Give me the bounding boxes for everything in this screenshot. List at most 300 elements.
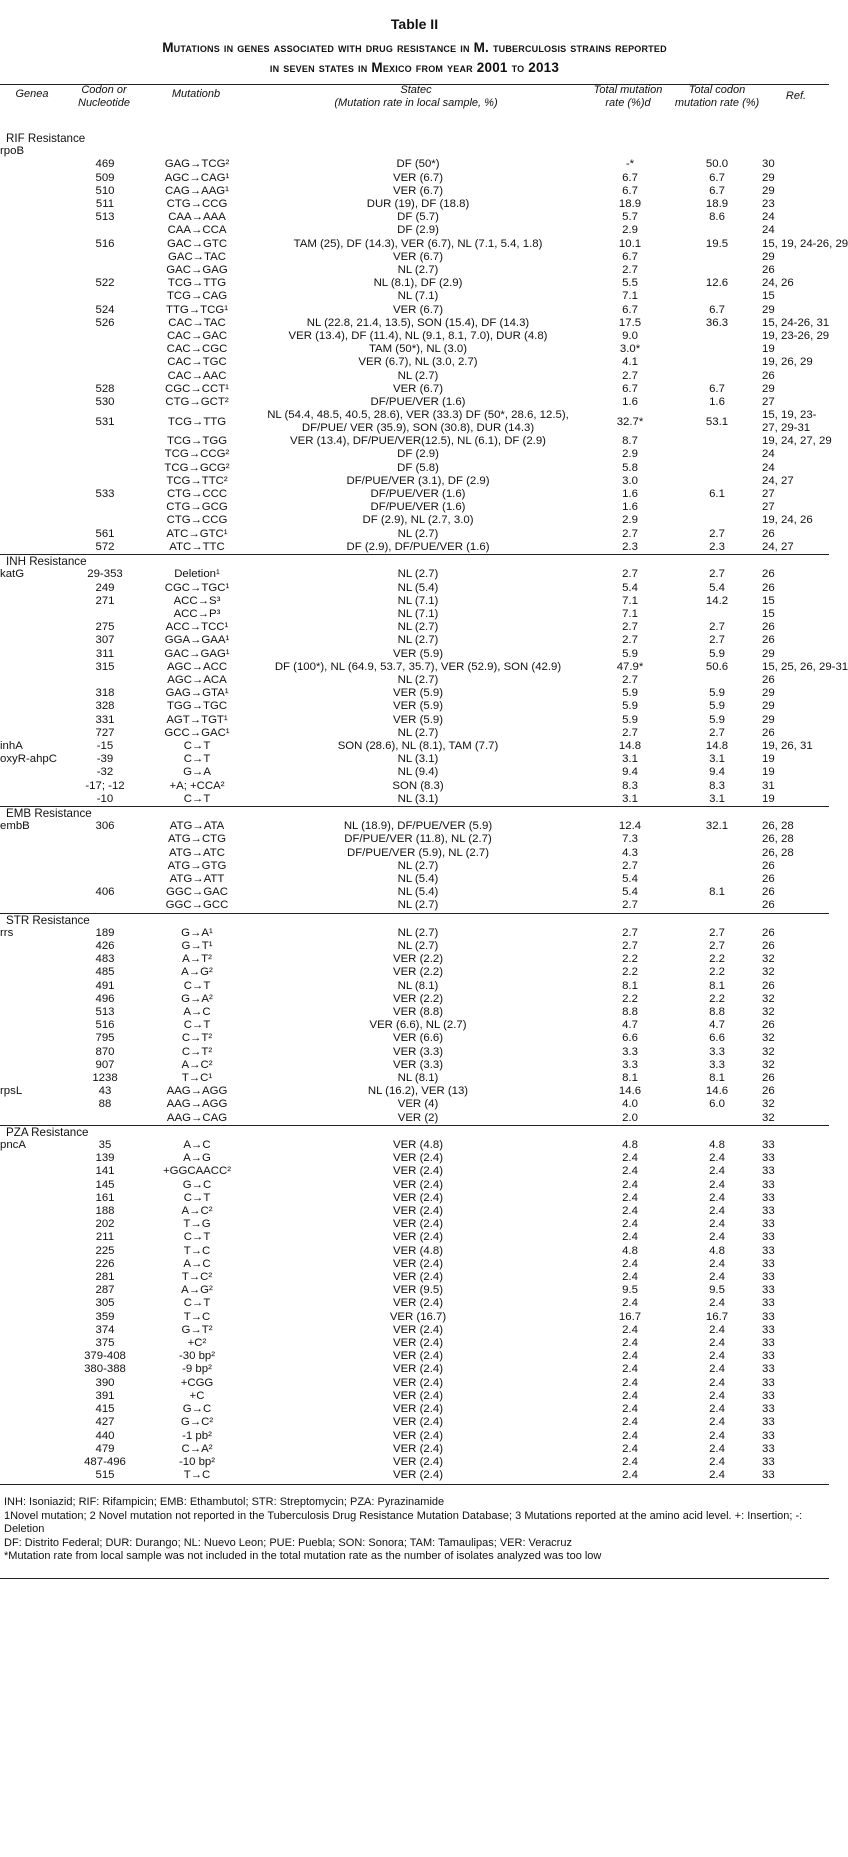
- table-row: [0, 648, 829, 661]
- mutation-cell: A→G: [183, 1152, 211, 1165]
- codon-rate-cell: [672, 873, 762, 886]
- gene-cell: [0, 1416, 64, 1429]
- mutation-cell: AGC→ACC: [166, 660, 228, 673]
- gene-cell: [0, 1205, 64, 1218]
- ref-cell: 26: [762, 979, 775, 992]
- codon-cell: 479: [95, 1442, 115, 1455]
- table-row: [0, 687, 829, 700]
- mutation-cell: +GGCAACC²: [162, 1165, 232, 1178]
- mutation-cell: ATG→ATA: [169, 820, 225, 833]
- total-rate-cell: 2.7: [622, 939, 638, 952]
- table-row: [0, 448, 829, 461]
- mutation-cell: GAC→TAC: [167, 250, 226, 263]
- section-header-row: [0, 913, 829, 927]
- gene-cell: [0, 766, 64, 779]
- codon-cell: [64, 330, 146, 343]
- table-row: [0, 1152, 829, 1165]
- ref-cell: 32: [762, 1032, 775, 1045]
- state-cell: NL (54.4, 48.5, 40.5, 28.6), VER (33.3) DF (50*, 28.6, 12.5), DF/PUE/ VER (35.9), SON (30.8), DUR (14.3): [267, 409, 569, 435]
- mutation-cell: C→T: [183, 739, 211, 752]
- header-codon-rate: Total codon mutation rate (%): [674, 84, 760, 109]
- codon-cell: 318: [95, 687, 115, 700]
- codon-cell: -17; -12: [85, 779, 125, 792]
- codon-rate-cell: 6.7: [709, 171, 725, 184]
- ref-cell: 24, 27: [762, 540, 794, 553]
- total-rate-cell: 2.7: [622, 369, 638, 382]
- mutation-cell: ACC→TCC¹: [165, 621, 229, 634]
- gene-cell: [0, 343, 64, 356]
- codon-rate-cell: [672, 1112, 762, 1126]
- codon-cell: 427: [95, 1416, 115, 1429]
- gene-cell: [0, 833, 64, 846]
- total-rate-cell: 47.9*: [616, 660, 644, 673]
- codon-cell: 375: [95, 1337, 115, 1350]
- state-cell: NL (2.7): [397, 859, 439, 872]
- table-row: [0, 980, 829, 993]
- state-cell: DF (100*), NL (64.9, 53.7, 35.7), VER (52.9), SON (42.9): [274, 660, 562, 673]
- ref-cell: 29: [762, 184, 775, 197]
- ref-cell: 33: [762, 1403, 775, 1416]
- ref-cell: 19: [762, 343, 775, 356]
- gene-cell: [0, 488, 64, 501]
- total-rate-cell: 2.4: [622, 1271, 638, 1284]
- mutation-cell: C→A²: [181, 1442, 213, 1455]
- state-cell: VER (2.4): [392, 1271, 443, 1284]
- gene-cell: [0, 687, 64, 700]
- mutation-cell: CAC→TGC: [167, 356, 227, 369]
- codon-rate-cell: 3.1: [709, 792, 725, 805]
- state-cell: [248, 145, 588, 158]
- state-cell: DF/PUE/VER (1.6): [370, 488, 466, 501]
- gene-cell: [0, 330, 64, 343]
- table-row: [0, 158, 829, 171]
- state-cell: NL (7.1): [397, 594, 439, 607]
- codon-cell: 281: [95, 1271, 115, 1284]
- codon-rate-cell: 16.7: [705, 1310, 729, 1323]
- state-cell: VER (2.4): [392, 1165, 443, 1178]
- codon-rate-cell: 2.7: [709, 527, 725, 540]
- mutation-cell: CTG→CCG: [166, 198, 228, 211]
- codon-rate-cell: 1.6: [709, 396, 725, 409]
- codon-cell: 374: [95, 1323, 115, 1336]
- codon-cell: 516: [95, 237, 115, 250]
- state-cell: VER (2.2): [392, 992, 443, 1005]
- codon-rate-cell: 5.9: [709, 647, 725, 660]
- codon-cell: 202: [95, 1218, 115, 1231]
- mutation-cell: AAG→AGG: [166, 1098, 228, 1111]
- ref-cell: [762, 145, 829, 158]
- codon-rate-cell: 8.3: [709, 779, 725, 792]
- codon-rate-cell: 2.4: [709, 1389, 725, 1402]
- total-rate-cell: 14.6: [618, 1085, 642, 1098]
- gene-cell: inhA: [0, 739, 23, 752]
- gene-cell: [0, 1324, 64, 1337]
- total-rate-cell: 2.4: [622, 1376, 638, 1389]
- ref-cell: 24: [762, 448, 775, 461]
- ref-cell: 33: [762, 1271, 775, 1284]
- table-row: [0, 304, 829, 317]
- gene-cell: [0, 780, 64, 793]
- mutation-cell: ACC→S³: [173, 594, 221, 607]
- codon-cell: 406: [95, 886, 115, 899]
- gene-cell: [0, 185, 64, 198]
- table-row: [0, 1218, 829, 1231]
- codon-rate-cell: [672, 833, 762, 846]
- codon-cell: 496: [95, 992, 115, 1005]
- state-cell: VER (6.7): [392, 303, 443, 316]
- ref-cell: 26: [762, 726, 775, 739]
- table-row: [0, 396, 829, 409]
- total-rate-cell: 2.7: [622, 621, 638, 634]
- ref-cell: 27: [762, 488, 775, 501]
- ref-cell: 26: [762, 872, 775, 885]
- state-cell: VER (2.4): [392, 1297, 443, 1310]
- gene-cell: [0, 172, 64, 185]
- ref-cell: 33: [762, 1416, 775, 1429]
- total-rate-cell: 7.1: [622, 607, 638, 620]
- codon-rate-cell: 2.2: [709, 992, 725, 1005]
- gene-cell: [0, 674, 64, 687]
- codon-cell: 189: [95, 926, 115, 939]
- state-cell: VER (2.4): [392, 1442, 443, 1455]
- codon-cell: 487-496: [84, 1455, 126, 1468]
- ref-cell: 26: [762, 369, 775, 382]
- ref-cell: 32: [762, 992, 775, 1005]
- codon-cell: [64, 343, 146, 356]
- mutation-cell: CAA→AAA: [168, 211, 226, 224]
- table-row: [0, 740, 829, 753]
- gene-cell: [0, 727, 64, 740]
- ref-cell: 33: [762, 1363, 775, 1376]
- state-cell: SON (28.6), NL (8.1), TAM (7.7): [337, 739, 499, 752]
- codon-cell: 311: [95, 647, 115, 660]
- gene-cell: [0, 277, 64, 290]
- state-cell: NL (5.4): [397, 886, 439, 899]
- codon-cell: 271: [95, 594, 115, 607]
- mutation-cell: [146, 145, 248, 158]
- section-header-row: [0, 1125, 829, 1139]
- codon-cell: 485: [95, 966, 115, 979]
- total-rate-cell: 5.4: [622, 886, 638, 899]
- codon-rate-cell: 6.7: [709, 382, 725, 395]
- state-cell: VER (2.4): [392, 1469, 443, 1482]
- codon-cell: 524: [95, 303, 115, 316]
- state-cell: VER (2.4): [392, 1191, 443, 1204]
- mutation-cell: TTG→TCG¹: [165, 303, 228, 316]
- state-cell: VER (8.8): [392, 1006, 443, 1018]
- codon-rate-cell: 6.1: [709, 488, 725, 501]
- mutation-cell: +C: [189, 1389, 205, 1402]
- mutation-cell: +A; +CCA²: [169, 779, 225, 792]
- gene-cell: rrs: [0, 926, 14, 939]
- ref-cell: 24: [762, 461, 775, 474]
- mutation-cell: TCG→CAG: [166, 290, 228, 303]
- mutation-cell: T→C: [183, 1244, 211, 1257]
- table-row: [0, 198, 829, 211]
- ref-cell: 33: [762, 1284, 775, 1297]
- codon-rate-cell: 2.4: [709, 1165, 725, 1178]
- mutation-cell: TCG→TTC²: [166, 474, 228, 487]
- codon-cell: [64, 1112, 146, 1126]
- ref-cell: 19: [762, 753, 775, 766]
- ref-cell: 26, 28: [762, 846, 794, 859]
- mutation-cell: CGC→TGC¹: [164, 581, 230, 594]
- table-row: [0, 1192, 829, 1205]
- gene-cell: [0, 1218, 64, 1231]
- mutation-cell: C→T: [183, 753, 211, 766]
- gene-cell: [0, 1311, 64, 1324]
- state-cell: TAM (25), DF (14.3), VER (6.7), NL (7.1, 5.4, 1.8): [293, 237, 543, 250]
- state-cell: TAM (50*), NL (3.0): [368, 343, 468, 356]
- gene-cell: [0, 1456, 64, 1469]
- total-rate-cell: 32.7*: [616, 415, 644, 428]
- gene-cell: [0, 1363, 64, 1376]
- total-rate-cell: 2.7: [622, 926, 638, 939]
- codon-cell: -32: [96, 766, 114, 779]
- state-cell: VER (2.4): [392, 1416, 443, 1429]
- mutation-cell: G→T²: [181, 1323, 213, 1336]
- state-cell: DF/PUE/VER (1.6): [370, 396, 466, 409]
- codon-rate-cell: [672, 145, 762, 158]
- mutation-cell: A→G²: [181, 966, 213, 979]
- mutation-cell: A→C²: [181, 1058, 213, 1071]
- state-cell: NL (2.7): [397, 634, 439, 647]
- ref-cell: 15, 24-26, 31: [762, 316, 830, 329]
- table-row: [0, 1006, 829, 1019]
- state-cell: VER (2): [397, 1111, 439, 1124]
- total-rate-cell: 2.4: [622, 1350, 638, 1363]
- mutation-cell: AGT→TGT¹: [166, 713, 228, 726]
- mutation-cell: CAC→CGC: [166, 343, 228, 356]
- codon-cell: 513: [95, 1006, 115, 1018]
- total-rate-cell: 8.1: [622, 1072, 638, 1085]
- state-cell: VER (2.4): [392, 1218, 443, 1231]
- gene-cell: [0, 1032, 64, 1045]
- total-rate-cell: 5.4: [622, 872, 638, 885]
- ref-cell: 26: [762, 621, 775, 634]
- codon-cell: 526: [95, 316, 115, 329]
- state-cell: VER (4.8): [392, 1244, 443, 1257]
- table-row: [0, 1363, 829, 1376]
- ref-cell: 19, 26, 31: [762, 739, 813, 752]
- state-cell: VER (6.7): [392, 250, 443, 263]
- gene-cell: [0, 1403, 64, 1416]
- state-cell: VER (13.4), DF (11.4), NL (9.1, 8.1, 7.0), DUR (4.8): [288, 330, 548, 343]
- state-cell: DF/PUE/VER (5.9), NL (2.7): [347, 846, 489, 859]
- mutation-cell: TCG→TGG: [166, 435, 228, 448]
- total-rate-cell: 9.0: [622, 330, 638, 343]
- table-row: [0, 674, 829, 687]
- gene-cell: [0, 1098, 64, 1111]
- mutation-cell: A→C: [183, 1257, 211, 1270]
- ref-cell: 33: [762, 1231, 775, 1244]
- codon-rate-cell: 8.1: [709, 1072, 725, 1085]
- ref-cell: 15, 25, 26, 29-31: [762, 660, 848, 673]
- mutation-cell: GAG→GTA¹: [165, 687, 229, 700]
- ref-cell: 27: [762, 396, 775, 409]
- table-row: [0, 409, 829, 435]
- codon-cell: 379-408: [84, 1350, 126, 1363]
- ref-cell: 32: [762, 966, 775, 979]
- total-rate-cell: 3.1: [622, 753, 638, 766]
- codon-cell: 139: [95, 1152, 115, 1165]
- header-gene: Genea: [15, 88, 49, 100]
- gene-cell: [0, 1179, 64, 1192]
- total-rate-cell: 3.0: [622, 474, 638, 487]
- codon-rate-cell: 2.4: [709, 1376, 725, 1389]
- codon-cell: [64, 145, 146, 158]
- table-row: [0, 993, 829, 1006]
- ref-cell: 26, 28: [762, 820, 794, 833]
- gene-cell: [0, 1297, 64, 1310]
- codon-cell: 440: [95, 1429, 115, 1442]
- total-rate-cell: 6.7: [622, 184, 638, 197]
- mutation-cell: CAA→CCA: [167, 224, 227, 237]
- ref-cell: 33: [762, 1323, 775, 1336]
- state-cell: NL (18.9), DF/PUE/VER (5.9): [343, 820, 493, 833]
- total-rate-cell: 2.4: [622, 1455, 638, 1468]
- state-cell: VER (6.6), NL (2.7): [369, 1019, 467, 1032]
- gene-cell: [0, 370, 64, 383]
- ref-cell: 33: [762, 1165, 775, 1178]
- total-rate-cell: 5.5: [622, 277, 638, 290]
- gene-cell: [0, 1443, 64, 1456]
- state-cell: VER (2.4): [392, 1350, 443, 1363]
- state-cell: DF (5.8): [397, 461, 439, 474]
- gene-cell: [0, 1284, 64, 1297]
- mutation-cell: G→A²: [181, 992, 213, 1005]
- ref-cell: 26: [762, 1085, 775, 1098]
- total-rate-cell: 2.2: [622, 966, 638, 979]
- table-row: [0, 1456, 829, 1469]
- codon-rate-cell: 53.1: [705, 415, 729, 428]
- table-row: [0, 1059, 829, 1072]
- gene-cell: [0, 993, 64, 1006]
- table-row: [0, 172, 829, 185]
- total-rate-cell: 2.0: [622, 1111, 638, 1124]
- codon-cell: 380-388: [84, 1363, 126, 1376]
- total-rate-cell: -*: [625, 158, 635, 171]
- ref-cell: 33: [762, 1191, 775, 1204]
- table-row: [0, 211, 829, 224]
- state-cell: VER (5.9): [392, 700, 443, 713]
- ref-cell: 15: [762, 607, 775, 620]
- state-cell: NL (9.4): [397, 766, 439, 779]
- codon-cell: [64, 475, 146, 488]
- gene-cell: [0, 409, 64, 435]
- codon-rate-cell: [672, 435, 762, 448]
- codon-rate-cell: 2.4: [709, 1363, 725, 1376]
- state-cell: VER (9.5): [392, 1284, 443, 1297]
- ref-cell: 24: [762, 224, 775, 237]
- table-row: [0, 582, 829, 595]
- table-row: [0, 927, 829, 940]
- gene-cell: [0, 264, 64, 277]
- state-cell: NL (2.7): [397, 264, 439, 277]
- state-cell: VER (5.9): [392, 647, 443, 660]
- gene-cell: [0, 1059, 64, 1072]
- mutation-cell: CGC→CCT¹: [165, 382, 229, 395]
- gene-cell: pncA: [0, 1139, 26, 1152]
- ref-cell: 32: [762, 1098, 775, 1111]
- table-row: [0, 820, 829, 833]
- state-cell: VER (2.4): [392, 1231, 443, 1244]
- ref-cell: 26: [762, 899, 775, 912]
- codon-cell: 275: [95, 621, 115, 634]
- header-state: [248, 84, 584, 110]
- total-rate-cell: 5.9: [622, 687, 638, 700]
- gene-cell: [0, 396, 64, 409]
- codon-rate-cell: 14.8: [705, 739, 729, 752]
- codon-cell: [64, 356, 146, 369]
- total-rate-cell: 2.7: [622, 264, 638, 277]
- mutation-cell: T→C: [183, 1310, 211, 1323]
- mutation-cell: AGC→CAG¹: [164, 171, 230, 184]
- state-cell: NL (3.1): [397, 753, 439, 766]
- table-row: [0, 251, 829, 264]
- table-row: [0, 330, 829, 343]
- mutation-cell: T→C¹: [181, 1072, 213, 1085]
- codon-rate-cell: [672, 475, 762, 488]
- table-row: [0, 541, 829, 555]
- total-rate-cell: 14.8: [618, 739, 642, 752]
- table-row: [0, 1297, 829, 1310]
- codon-rate-cell: 2.4: [709, 1455, 725, 1468]
- total-rate-cell: 9.4: [622, 766, 638, 779]
- mutation-cell: A→G²: [181, 1284, 213, 1297]
- gene-cell: [0, 1258, 64, 1271]
- total-rate-cell: 10.1: [618, 237, 642, 250]
- mutation-cell: CTG→GCG: [166, 501, 228, 514]
- total-rate-cell: 2.7: [622, 899, 638, 912]
- ref-cell: 29: [762, 687, 775, 700]
- section-label: INH Resistance: [0, 555, 829, 569]
- mutation-cell: +CGG: [180, 1376, 214, 1389]
- state-cell: NL (2.7): [397, 527, 439, 540]
- ref-cell: 26: [762, 568, 775, 581]
- total-rate-cell: 2.4: [622, 1257, 638, 1270]
- ref-cell: 29: [762, 171, 775, 184]
- ref-cell: 19, 24, 26: [762, 514, 813, 527]
- table-row: [0, 780, 829, 793]
- ref-cell: 29: [762, 700, 775, 713]
- table-row: [0, 608, 829, 621]
- table-row: [0, 940, 829, 953]
- total-rate-cell: 5.9: [622, 713, 638, 726]
- total-rate-cell: 3.3: [622, 1045, 638, 1058]
- total-rate-cell: 1.6: [622, 396, 638, 409]
- mutation-cell: TCG→CCG²: [164, 448, 230, 461]
- state-cell: VER (2.4): [392, 1376, 443, 1389]
- codon-rate-cell: 2.4: [709, 1152, 725, 1165]
- gene-cell: [0, 251, 64, 264]
- ref-cell: 26: [762, 926, 775, 939]
- codon-rate-cell: 6.7: [709, 303, 725, 316]
- ref-cell: 23: [762, 198, 775, 211]
- codon-rate-cell: 2.7: [709, 726, 725, 739]
- total-rate-cell: 5.8: [622, 461, 638, 474]
- state-cell: SON (8.3): [392, 779, 444, 792]
- codon-rate-cell: 2.4: [709, 1429, 725, 1442]
- table-row: [0, 277, 829, 290]
- state-cell: DUR (19), DF (18.8): [366, 198, 470, 211]
- codon-rate-cell: 2.2: [709, 966, 725, 979]
- table-row: [0, 356, 829, 369]
- table-row: [0, 1416, 829, 1429]
- codon-cell: 491: [95, 979, 115, 992]
- section-header-row: [0, 555, 829, 569]
- mutation-cell: C→T: [183, 1297, 211, 1310]
